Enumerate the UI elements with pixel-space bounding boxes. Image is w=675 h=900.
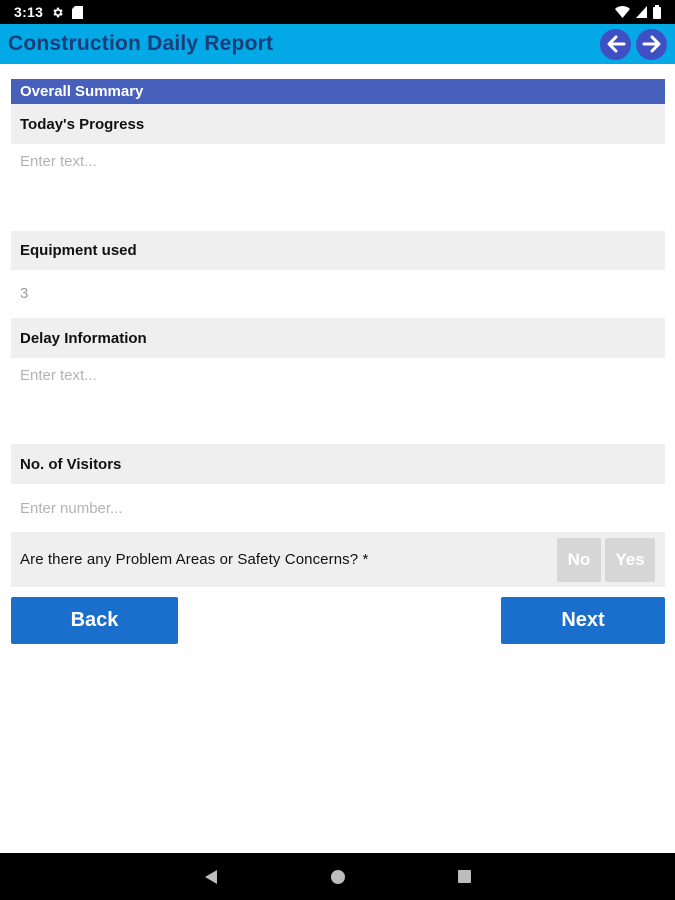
- system-nav-bar: [0, 853, 675, 900]
- back-triangle-icon[interactable]: [196, 853, 226, 900]
- signal-icon: [636, 6, 647, 18]
- delay-information-input[interactable]: [11, 358, 665, 444]
- wifi-icon: [615, 6, 630, 18]
- battery-icon: [653, 5, 661, 19]
- safety-concerns-label: Are there any Problem Areas or Safety Concerns? *: [20, 551, 369, 568]
- safety-concerns-toggle: [557, 538, 655, 582]
- equipment-used-input[interactable]: 3: [11, 270, 665, 318]
- app-bar: [0, 24, 675, 64]
- status-time: 3:13: [14, 4, 44, 20]
- arrow-left-icon[interactable]: [600, 29, 631, 60]
- sd-card-icon: [72, 6, 83, 19]
- no-button[interactable]: No: [557, 538, 601, 582]
- todays-progress-label: Today's Progress: [11, 104, 665, 144]
- safety-concerns-row: [11, 532, 665, 587]
- section-header: Overall Summary: [11, 79, 665, 104]
- equipment-used-label: Equipment used: [11, 231, 665, 270]
- status-bar: [0, 0, 675, 24]
- back-button[interactable]: Back: [11, 597, 178, 644]
- gear-icon: [51, 6, 64, 19]
- nav-arrows: [600, 29, 667, 60]
- todays-progress-input[interactable]: [11, 144, 665, 231]
- form-content: [0, 64, 675, 853]
- visitors-label: No. of Visitors: [11, 444, 665, 484]
- recents-square-icon[interactable]: [449, 853, 479, 900]
- yes-button[interactable]: Yes: [605, 538, 655, 582]
- arrow-right-icon[interactable]: [636, 29, 667, 60]
- home-circle-icon[interactable]: [323, 853, 353, 900]
- visitors-input[interactable]: [11, 484, 665, 532]
- next-button[interactable]: Next: [501, 597, 665, 644]
- delay-information-label: Delay Information: [11, 318, 665, 358]
- app-title: Construction Daily Report: [8, 32, 274, 55]
